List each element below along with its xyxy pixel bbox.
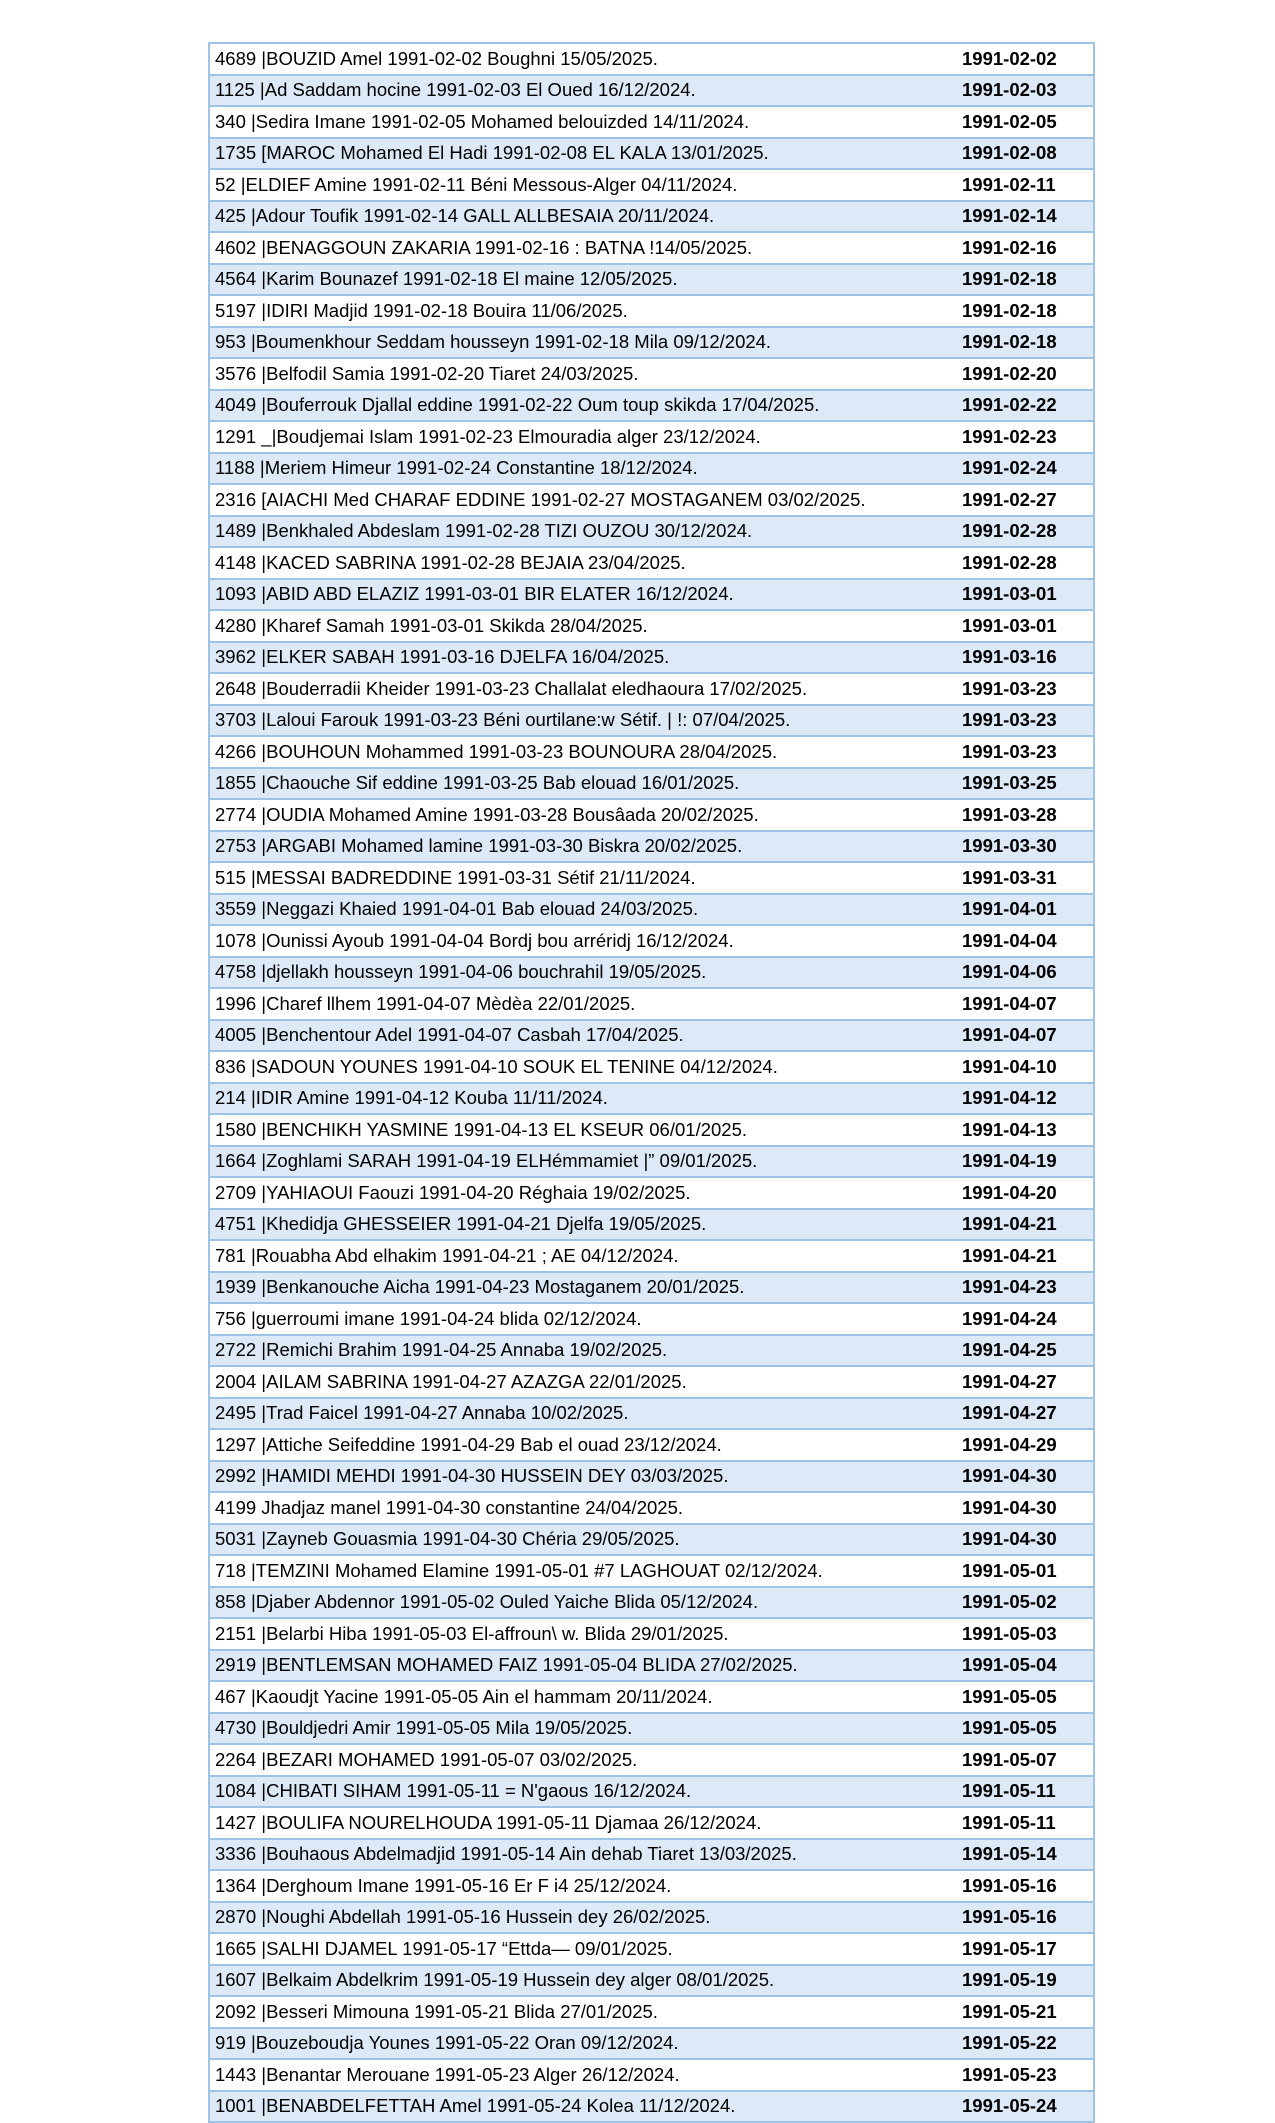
record-date-cell: 1991-02-24 — [957, 453, 1094, 485]
table-row — [209, 232, 1094, 264]
record-date-cell: 1991-05-14 — [957, 1839, 1094, 1871]
table-row — [209, 799, 1094, 831]
record-date-cell: 1991-02-02 — [957, 43, 1094, 75]
record-date-cell: 1991-03-31 — [957, 862, 1094, 894]
table-row — [209, 1461, 1094, 1493]
record-entry-cell: 756 |guerroumi imane 1991-04-24 blida 02/12/2024. — [209, 1303, 957, 1335]
record-date-cell: 1991-02-28 — [957, 547, 1094, 579]
record-date-cell: 1991-02-18 — [957, 295, 1094, 327]
record-date-cell: 1991-02-27 — [957, 484, 1094, 516]
record-date-cell: 1991-05-02 — [957, 1587, 1094, 1619]
table-row — [209, 1051, 1094, 1083]
record-entry-cell: 1364 |Derghoum Imane 1991-05-16 Er F i4 25/12/2024. — [209, 1870, 957, 1902]
table-row — [209, 988, 1094, 1020]
table-row — [209, 547, 1094, 579]
record-date-cell: 1991-03-01 — [957, 610, 1094, 642]
table-row — [209, 1587, 1094, 1619]
record-entry-cell: 718 |TEMZINI Mohamed Elamine 1991-05-01 #7 LAGHOUAT 02/12/2024. — [209, 1555, 957, 1587]
record-entry-cell: 2722 |Remichi Brahim 1991-04-25 Annaba 19/02/2025. — [209, 1335, 957, 1367]
record-entry-cell: 1939 |Benkanouche Aicha 1991-04-23 Mostaganem 20/01/2025. — [209, 1272, 957, 1304]
record-entry-cell: 781 |Rouabha Abd elhakim 1991-04-21 ; AE 04/12/2024. — [209, 1240, 957, 1272]
record-entry-cell: 4751 |Khedidja GHESSEIER 1991-04-21 Djelfa 19/05/2025. — [209, 1209, 957, 1241]
table-row — [209, 673, 1094, 705]
record-entry-cell: 5197 |IDIRI Madjid 1991-02-18 Bouira 11/06/2025. — [209, 295, 957, 327]
table-row — [209, 1366, 1094, 1398]
record-date-cell: 1991-03-16 — [957, 642, 1094, 674]
record-date-cell: 1991-02-08 — [957, 138, 1094, 170]
record-entry-cell: 2092 |Besseri Mimouna 1991-05-21 Blida 27/01/2025. — [209, 1996, 957, 2028]
record-date-cell: 1991-02-11 — [957, 169, 1094, 201]
record-entry-cell: 2004 |AILAM SABRINA 1991-04-27 AZAZGA 22/01/2025. — [209, 1366, 957, 1398]
record-entry-cell: 515 |MESSAI BADREDDINE 1991-03-31 Sétif 21/11/2024. — [209, 862, 957, 894]
record-entry-cell: 425 |Adour Toufik 1991-02-14 GALL ALLBESAIA 20/11/2024. — [209, 201, 957, 233]
record-date-cell: 1991-04-07 — [957, 1020, 1094, 1052]
record-date-cell: 1991-04-07 — [957, 988, 1094, 1020]
record-date-cell: 1991-03-25 — [957, 768, 1094, 800]
record-date-cell: 1991-05-21 — [957, 1996, 1094, 2028]
table-row — [209, 390, 1094, 422]
record-entry-cell: 2151 |Belarbi Hiba 1991-05-03 El-affroun\ w. Blida 29/01/2025. — [209, 1618, 957, 1650]
table-row — [209, 1713, 1094, 1745]
table-row — [209, 1618, 1094, 1650]
record-entry-cell: 1001 |BENABDELFETTAH Amel 1991-05-24 Kolea 11/12/2024. — [209, 2091, 957, 2123]
table-row — [209, 1744, 1094, 1776]
record-entry-cell: 1078 |Ounissi Ayoub 1991-04-04 Bordj bou arréridj 16/12/2024. — [209, 925, 957, 957]
record-entry-cell: 4005 |Benchentour Adel 1991-04-07 Casbah 17/04/2025. — [209, 1020, 957, 1052]
table-row — [209, 358, 1094, 390]
table-row — [209, 736, 1094, 768]
record-entry-cell: 919 |Bouzeboudja Younes 1991-05-22 Oran 09/12/2024. — [209, 2028, 957, 2060]
record-date-cell: 1991-02-20 — [957, 358, 1094, 390]
table-row — [209, 1681, 1094, 1713]
record-entry-cell: 4689 |BOUZID Amel 1991-02-02 Boughni 15/05/2025. — [209, 43, 957, 75]
table-row — [209, 453, 1094, 485]
table-row — [209, 925, 1094, 957]
record-date-cell: 1991-04-23 — [957, 1272, 1094, 1304]
record-entry-cell: 4730 |Bouldjedri Amir 1991-05-05 Mila 19/05/2025. — [209, 1713, 957, 1745]
record-date-cell: 1991-05-17 — [957, 1933, 1094, 1965]
record-date-cell: 1991-04-29 — [957, 1429, 1094, 1461]
table-row — [209, 295, 1094, 327]
table-row — [209, 831, 1094, 863]
record-date-cell: 1991-02-05 — [957, 106, 1094, 138]
record-date-cell: 1991-04-04 — [957, 925, 1094, 957]
table-row — [209, 1650, 1094, 1682]
record-entry-cell: 1665 |SALHI DJAMEL 1991-05-17 “Ettda— 09/01/2025. — [209, 1933, 957, 1965]
table-row — [209, 1965, 1094, 1997]
record-entry-cell: 2648 |Bouderradii Kheider 1991-03-23 Challalat eledhaoura 17/02/2025. — [209, 673, 957, 705]
record-entry-cell: 2709 |YAHIAOUI Faouzi 1991-04-20 Réghaia 19/02/2025. — [209, 1177, 957, 1209]
record-date-cell: 1991-05-23 — [957, 2059, 1094, 2091]
record-entry-cell: 1855 |Chaouche Sif eddine 1991-03-25 Bab elouad 16/01/2025. — [209, 768, 957, 800]
record-entry-cell: 340 |Sedira Imane 1991-02-05 Mohamed belouizded 14/11/2024. — [209, 106, 957, 138]
table-row — [209, 579, 1094, 611]
table-row — [209, 862, 1094, 894]
records-table — [208, 42, 1095, 2123]
record-date-cell: 1991-05-19 — [957, 1965, 1094, 1997]
record-date-cell: 1991-04-19 — [957, 1146, 1094, 1178]
record-date-cell: 1991-02-18 — [957, 327, 1094, 359]
record-entry-cell: 214 |IDIR Amine 1991-04-12 Kouba 11/11/2024. — [209, 1083, 957, 1115]
record-entry-cell: 3962 |ELKER SABAH 1991-03-16 DJELFA 16/04/2025. — [209, 642, 957, 674]
record-date-cell: 1991-05-11 — [957, 1776, 1094, 1808]
record-date-cell: 1991-05-04 — [957, 1650, 1094, 1682]
record-date-cell: 1991-04-21 — [957, 1240, 1094, 1272]
table-row — [209, 75, 1094, 107]
table-row — [209, 610, 1094, 642]
record-entry-cell: 1580 |BENCHIKH YASMINE 1991-04-13 EL KSEUR 06/01/2025. — [209, 1114, 957, 1146]
record-entry-cell: 1084 |CHIBATI SIHAM 1991-05-11 = N'gaous 16/12/2024. — [209, 1776, 957, 1808]
record-entry-cell: 1297 |Attiche Seifeddine 1991-04-29 Bab el ouad 23/12/2024. — [209, 1429, 957, 1461]
table-row — [209, 1240, 1094, 1272]
table-row — [209, 1524, 1094, 1556]
record-entry-cell: 467 |Kaoudjt Yacine 1991-05-05 Ain el hammam 20/11/2024. — [209, 1681, 957, 1713]
table-row — [209, 43, 1094, 75]
record-entry-cell: 1489 |Benkhaled Abdeslam 1991-02-28 TIZI OUZOU 30/12/2024. — [209, 516, 957, 548]
record-entry-cell: 4148 |KACED SABRINA 1991-02-28 BEJAIA 23/04/2025. — [209, 547, 957, 579]
table-row — [209, 1335, 1094, 1367]
record-entry-cell: 2495 |Trad Faicel 1991-04-27 Annaba 10/02/2025. — [209, 1398, 957, 1430]
record-entry-cell: 5031 |Zayneb Gouasmia 1991-04-30 Chéria 29/05/2025. — [209, 1524, 957, 1556]
table-row — [209, 106, 1094, 138]
record-entry-cell: 2774 |OUDIA Mohamed Amine 1991-03-28 Bousâada 20/02/2025. — [209, 799, 957, 831]
record-entry-cell: 4564 |Karim Bounazef 1991-02-18 El maine 12/05/2025. — [209, 264, 957, 296]
record-entry-cell: 2992 |HAMIDI MEHDI 1991-04-30 HUSSEIN DEY 03/03/2025. — [209, 1461, 957, 1493]
record-date-cell: 1991-05-16 — [957, 1870, 1094, 1902]
table-row — [209, 1807, 1094, 1839]
record-entry-cell: 4602 |BENAGGOUN ZAKARIA 1991-02-16 : BATNA !14/05/2025. — [209, 232, 957, 264]
table-row — [209, 201, 1094, 233]
record-entry-cell: 1427 |BOULIFA NOURELHOUDA 1991-05-11 Djamaa 26/12/2024. — [209, 1807, 957, 1839]
record-date-cell: 1991-03-01 — [957, 579, 1094, 611]
record-entry-cell: 953 |Boumenkhour Seddam housseyn 1991-02-18 Mila 09/12/2024. — [209, 327, 957, 359]
table-row — [209, 1272, 1094, 1304]
record-date-cell: 1991-03-23 — [957, 705, 1094, 737]
record-date-cell: 1991-04-30 — [957, 1492, 1094, 1524]
record-date-cell: 1991-05-07 — [957, 1744, 1094, 1776]
table-row — [209, 768, 1094, 800]
table-row — [209, 138, 1094, 170]
record-date-cell: 1991-05-24 — [957, 2091, 1094, 2123]
record-date-cell: 1991-05-22 — [957, 2028, 1094, 2060]
record-entry-cell: 1735 [MAROC Mohamed El Hadi 1991-02-08 EL KALA 13/01/2025. — [209, 138, 957, 170]
table-row — [209, 1114, 1094, 1146]
record-entry-cell: 3703 |Laloui Farouk 1991-03-23 Béni ourtilane:w Sétif. | !: 07/04/2025. — [209, 705, 957, 737]
table-row — [209, 1933, 1094, 1965]
table-row — [209, 1303, 1094, 1335]
record-date-cell: 1991-04-21 — [957, 1209, 1094, 1241]
record-entry-cell: 836 |SADOUN YOUNES 1991-04-10 SOUK EL TENINE 04/12/2024. — [209, 1051, 957, 1083]
record-date-cell: 1991-05-05 — [957, 1681, 1094, 1713]
record-date-cell: 1991-05-11 — [957, 1807, 1094, 1839]
table-row — [209, 1177, 1094, 1209]
record-entry-cell: 1996 |Charef llhem 1991-04-07 Mèdèa 22/01/2025. — [209, 988, 957, 1020]
table-row — [209, 1020, 1094, 1052]
table-row — [209, 169, 1094, 201]
record-entry-cell: 1125 |Ad Saddam hocine 1991-02-03 El Oued 16/12/2024. — [209, 75, 957, 107]
record-entry-cell: 2919 |BENTLEMSAN MOHAMED FAIZ 1991-05-04 BLIDA 27/02/2025. — [209, 1650, 957, 1682]
record-date-cell: 1991-04-12 — [957, 1083, 1094, 1115]
table-row — [209, 2059, 1094, 2091]
record-entry-cell: 4280 |Kharef Samah 1991-03-01 Skikda 28/04/2025. — [209, 610, 957, 642]
record-date-cell: 1991-05-16 — [957, 1902, 1094, 1934]
record-date-cell: 1991-04-13 — [957, 1114, 1094, 1146]
record-entry-cell: 1291 _|Boudjemai Islam 1991-02-23 Elmouradia alger 23/12/2024. — [209, 421, 957, 453]
record-entry-cell: 2316 [AIACHI Med CHARAF EDDINE 1991-02-27 MOSTAGANEM 03/02/2025. — [209, 484, 957, 516]
record-entry-cell: 52 |ELDIEF Amine 1991-02-11 Béni Messous-Alger 04/11/2024. — [209, 169, 957, 201]
table-row — [209, 1776, 1094, 1808]
record-entry-cell: 2870 |Noughi Abdellah 1991-05-16 Hussein dey 26/02/2025. — [209, 1902, 957, 1934]
table-row — [209, 1209, 1094, 1241]
record-date-cell: 1991-04-20 — [957, 1177, 1094, 1209]
record-date-cell: 1991-05-01 — [957, 1555, 1094, 1587]
record-date-cell: 1991-02-14 — [957, 201, 1094, 233]
table-row — [209, 1492, 1094, 1524]
record-entry-cell: 3336 |Bouhaous Abdelmadjid 1991-05-14 Ain dehab Tiaret 13/03/2025. — [209, 1839, 957, 1871]
record-entry-cell: 4049 |Bouferrouk Djallal eddine 1991-02-22 Oum toup skikda 17/04/2025. — [209, 390, 957, 422]
table-row — [209, 642, 1094, 674]
table-row — [209, 1996, 1094, 2028]
table-row — [209, 1555, 1094, 1587]
record-date-cell: 1991-04-27 — [957, 1398, 1094, 1430]
record-date-cell: 1991-02-03 — [957, 75, 1094, 107]
record-date-cell: 1991-04-24 — [957, 1303, 1094, 1335]
table-row — [209, 1398, 1094, 1430]
record-entry-cell: 2753 |ARGABI Mohamed lamine 1991-03-30 Biskra 20/02/2025. — [209, 831, 957, 863]
table-row — [209, 421, 1094, 453]
table-row — [209, 1083, 1094, 1115]
record-date-cell: 1991-04-30 — [957, 1524, 1094, 1556]
table-row — [209, 894, 1094, 926]
record-date-cell: 1991-02-28 — [957, 516, 1094, 548]
record-date-cell: 1991-03-23 — [957, 736, 1094, 768]
record-entry-cell: 1443 |Benantar Merouane 1991-05-23 Alger 26/12/2024. — [209, 2059, 957, 2091]
record-date-cell: 1991-04-27 — [957, 1366, 1094, 1398]
table-row — [209, 484, 1094, 516]
table-row — [209, 1429, 1094, 1461]
record-entry-cell: 1093 |ABID ABD ELAZIZ 1991-03-01 BIR ELATER 16/12/2024. — [209, 579, 957, 611]
table-row — [209, 516, 1094, 548]
record-date-cell: 1991-05-05 — [957, 1713, 1094, 1745]
record-entry-cell: 4199 Jhadjaz manel 1991-04-30 constantine 24/04/2025. — [209, 1492, 957, 1524]
record-entry-cell: 1188 |Meriem Himeur 1991-02-24 Constantine 18/12/2024. — [209, 453, 957, 485]
record-entry-cell: 4266 |BOUHOUN Mohammed 1991-03-23 BOUNOURA 28/04/2025. — [209, 736, 957, 768]
table-row — [209, 1146, 1094, 1178]
record-entry-cell: 858 |Djaber Abdennor 1991-05-02 Ouled Yaiche Blida 05/12/2024. — [209, 1587, 957, 1619]
record-date-cell: 1991-02-23 — [957, 421, 1094, 453]
record-entry-cell: 2264 |BEZARI MOHAMED 1991-05-07 03/02/2025. — [209, 1744, 957, 1776]
table-row — [209, 1870, 1094, 1902]
record-date-cell: 1991-03-28 — [957, 799, 1094, 831]
record-date-cell: 1991-04-06 — [957, 957, 1094, 989]
record-date-cell: 1991-02-18 — [957, 264, 1094, 296]
record-date-cell: 1991-03-30 — [957, 831, 1094, 863]
table-row — [209, 2091, 1094, 2123]
record-date-cell: 1991-04-01 — [957, 894, 1094, 926]
record-entry-cell: 3559 |Neggazi Khaied 1991-04-01 Bab elouad 24/03/2025. — [209, 894, 957, 926]
table-row — [209, 1902, 1094, 1934]
record-date-cell: 1991-04-10 — [957, 1051, 1094, 1083]
table-row — [209, 2028, 1094, 2060]
table-row — [209, 327, 1094, 359]
table-row — [209, 705, 1094, 737]
record-date-cell: 1991-02-16 — [957, 232, 1094, 264]
record-entry-cell: 1664 |Zoghlami SARAH 1991-04-19 ELHémmamiet |” 09/01/2025. — [209, 1146, 957, 1178]
table-row — [209, 957, 1094, 989]
record-date-cell: 1991-02-22 — [957, 390, 1094, 422]
table-row — [209, 1839, 1094, 1871]
record-date-cell: 1991-05-03 — [957, 1618, 1094, 1650]
record-entry-cell: 3576 |Belfodil Samia 1991-02-20 Tiaret 24/03/2025. — [209, 358, 957, 390]
record-date-cell: 1991-03-23 — [957, 673, 1094, 705]
record-entry-cell: 4758 |djellakh housseyn 1991-04-06 bouchrahil 19/05/2025. — [209, 957, 957, 989]
record-date-cell: 1991-04-25 — [957, 1335, 1094, 1367]
record-date-cell: 1991-04-30 — [957, 1461, 1094, 1493]
records-table-body — [209, 43, 1094, 2122]
record-entry-cell: 1607 |Belkaim Abdelkrim 1991-05-19 Hussein dey alger 08/01/2025. — [209, 1965, 957, 1997]
table-row — [209, 264, 1094, 296]
